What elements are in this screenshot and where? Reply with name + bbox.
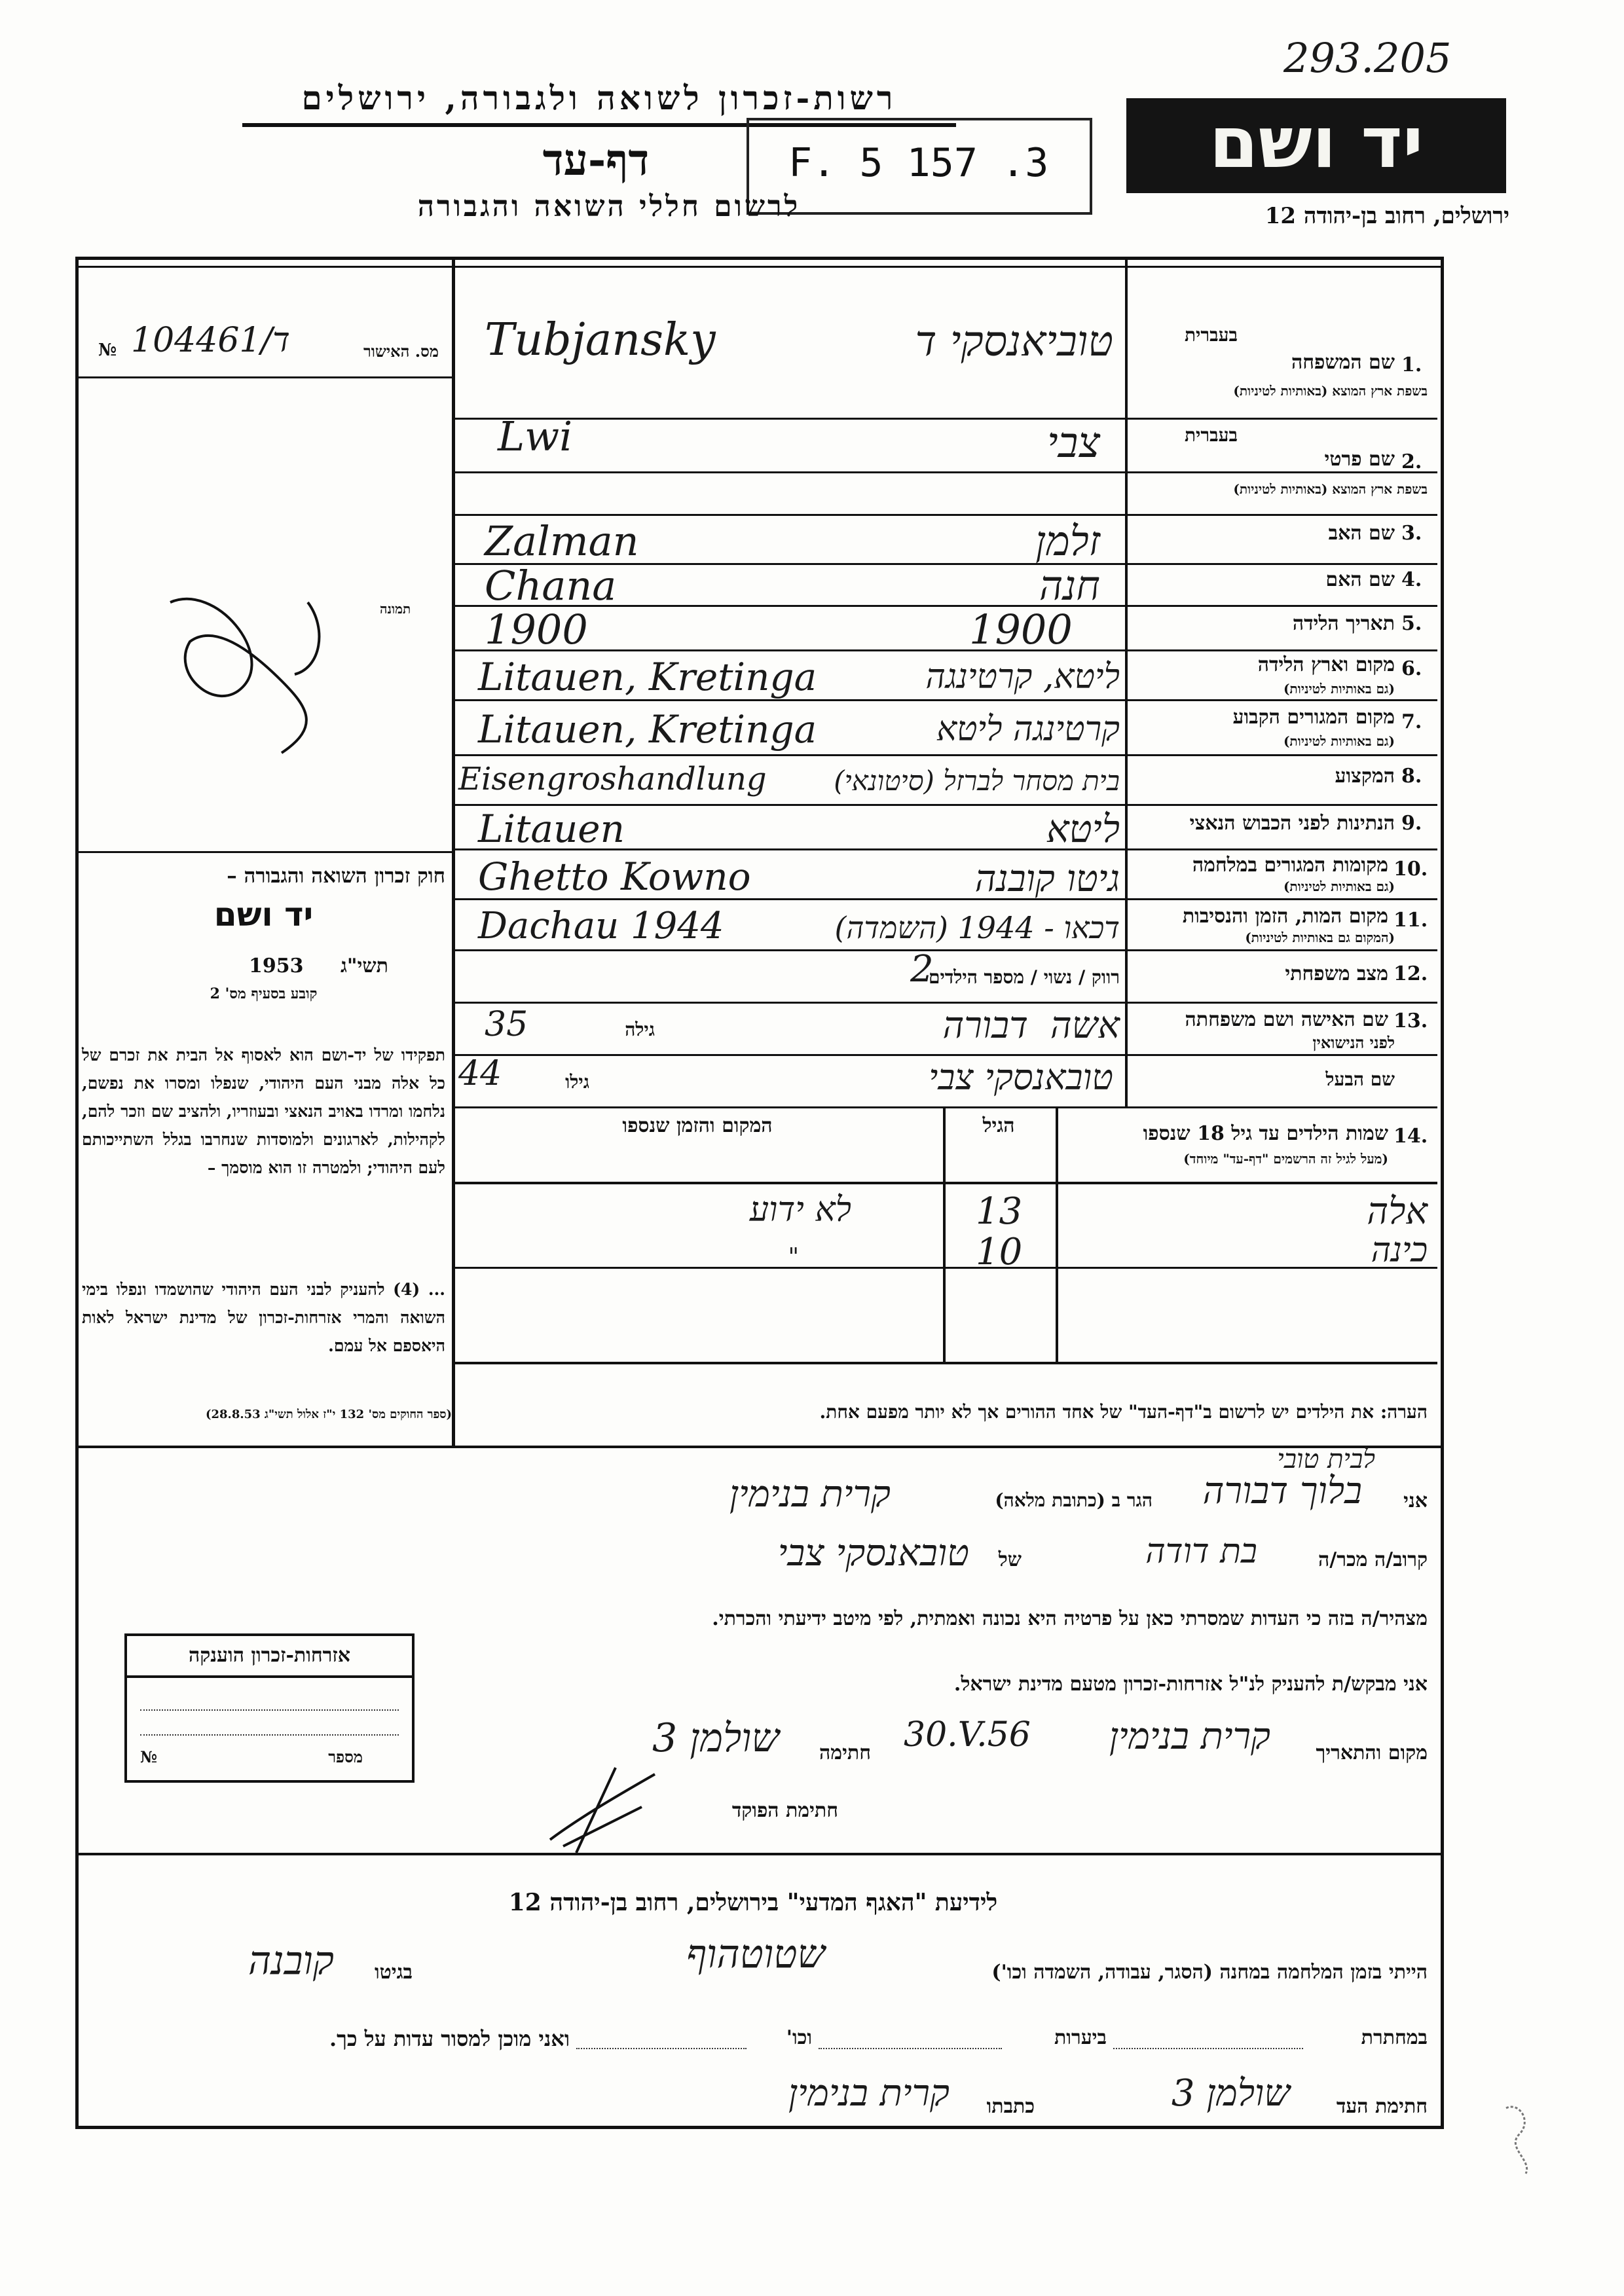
row-line-13: [452, 1054, 1437, 1056]
label-column-divider: [1125, 257, 1128, 1108]
forests-label: ביערות: [1054, 2026, 1107, 2049]
field-1-hebrew: טוביאנסקי ד: [915, 318, 1113, 366]
child-1-name: אלה: [1367, 1190, 1428, 1233]
field-2-latin: Lwi: [498, 412, 573, 460]
row-line-2: [452, 514, 1437, 516]
frame-inner-top: [75, 266, 1441, 268]
field-4-hebrew: חנה: [1039, 562, 1100, 610]
logo-text: יד ושם: [1209, 102, 1424, 184]
relation-label: קרוב/ה מכר/ה: [1318, 1548, 1428, 1571]
field-3-hebrew: זלמן: [1035, 517, 1100, 565]
official-signature-label: חתימת הפוקד: [731, 1799, 838, 1822]
relation-value: בת דודה: [1145, 1532, 1257, 1571]
row-line-5: [452, 649, 1437, 651]
signature-label: חתימה: [819, 1741, 871, 1764]
field-13-label: שם האישה ושם משפחתה: [1185, 1008, 1388, 1031]
bottom-section-line: [75, 1853, 1441, 1855]
field-11-sub: (המקום גם באותיות לטיניות): [1245, 930, 1395, 945]
field-12-children: 2: [910, 948, 934, 991]
field-3-latin: Zalman: [485, 517, 639, 565]
field-6-latin: Litauen, Kretinga: [478, 655, 817, 699]
law-title: חוק זכרון השואה והגבורה –: [227, 864, 445, 888]
children-sub: (מעל לגיל זה הרשמים "דף-עד" מיוחד): [1183, 1151, 1388, 1167]
left-panel-line-2: [75, 851, 452, 853]
photo-label: תמונה: [380, 601, 411, 617]
row-line-2a: [452, 471, 1437, 473]
certificate-line-2: [140, 1734, 399, 1736]
husband-label: שם הבעל: [1325, 1068, 1395, 1090]
field-5-label: תאריך הלידה: [1292, 612, 1395, 635]
wife-age: 35: [485, 1005, 528, 1044]
wife-name: דבורה: [942, 1004, 1028, 1047]
field-3-num: 3.: [1401, 522, 1422, 545]
row-line-6: [452, 699, 1437, 701]
ready-label: ואני מוכן למסור עדות על כך.: [329, 2026, 570, 2051]
resides-label: הגר ב (כתובת מלאה): [995, 1489, 1153, 1511]
etc-line: [576, 2048, 747, 2049]
children-label: שמות הילדים עד גיל 18 שנספו: [1143, 1122, 1388, 1145]
wife-label: אשה: [1050, 1004, 1120, 1047]
place-date-label: מקום והתאריך: [1316, 1741, 1428, 1764]
field-10-num: 10.: [1393, 858, 1428, 881]
children-col-divider-1: [943, 1106, 946, 1362]
certificate-no-label: מספר: [328, 1747, 363, 1766]
child-1-age: 13: [976, 1190, 1023, 1233]
field-14-num: 14.: [1393, 1125, 1428, 1148]
decl-prefix: אני: [1403, 1489, 1428, 1512]
field-1-sub: בשפת ארץ המוצא (באותיות לטיניות): [1233, 383, 1428, 399]
field-11-num: 11.: [1393, 909, 1428, 932]
archive-stamp-text: F. 5 157 .3: [788, 140, 1049, 186]
field-12-label: מצב משפחתי: [1285, 962, 1388, 985]
authority-title: רשות-זכרון לשואה ולגבורה, ירושלים: [301, 79, 897, 117]
field-1-num: 1.: [1401, 354, 1422, 376]
husband-age-label: גילו: [565, 1071, 589, 1093]
field-4-label: שם האם: [1325, 568, 1395, 591]
field-12-num: 12.: [1393, 962, 1428, 985]
left-column-divider: [452, 257, 455, 1448]
law-year: 1953: [249, 955, 304, 977]
declarant-signature: שולמן 3: [652, 1715, 779, 1761]
archive-number: 293.205: [1283, 34, 1452, 82]
field-10-hebrew: גיטו קובנה: [974, 858, 1120, 900]
field-4-num: 4.: [1401, 568, 1422, 591]
field-1-latin: Tubjansky: [485, 314, 716, 366]
form-subtitle: לרשום חללי השואה והגבורה: [417, 190, 801, 223]
field-10-latin: Ghetto Kowno: [478, 854, 751, 899]
yad-vashem-logo: [1126, 98, 1506, 193]
field-9-hebrew: ליטא: [1046, 807, 1120, 851]
field-5-latin: 1900: [485, 606, 588, 653]
place-value: קרית בנימין: [1109, 1715, 1270, 1758]
children-bottom-line: [452, 1362, 1437, 1364]
field-9-label: הנתינות לפני הכבוש הנאצי: [1189, 812, 1395, 835]
field-6-sub: (גם באותיות לטיניות): [1283, 681, 1395, 697]
scan-mark: [1500, 2095, 1552, 2180]
child-2-age: 10: [976, 1231, 1023, 1273]
row-line-12: [452, 1002, 1437, 1004]
child-2-name: כינה: [1371, 1231, 1428, 1270]
field-8-num: 8.: [1401, 765, 1422, 788]
approval-no-label: מס. האישור: [363, 342, 439, 361]
witness-address-label: כתבתו: [986, 2095, 1035, 2118]
field-9-num: 9.: [1401, 812, 1422, 835]
photo-area-scribble: [111, 576, 373, 773]
field-6-num: 6.: [1401, 657, 1422, 680]
forests-line: [819, 2048, 1002, 2049]
row-line-7: [452, 754, 1437, 756]
field-11-latin: Dachau 1944: [478, 905, 724, 947]
law-name: יד ושם: [213, 896, 314, 934]
field-7-sub: (גם באותיות לטיניות): [1283, 733, 1395, 749]
field-8-hebrew: בית מסחר לברזל (סיטונאי): [834, 765, 1120, 797]
children-col-divider-2: [1056, 1106, 1058, 1362]
ghetto-value: קובנה: [248, 1938, 334, 1984]
approval-no-value: 104461/ד: [131, 321, 290, 360]
field-2-hint: בעברית: [1184, 424, 1238, 446]
field-9-latin: Litauen: [478, 807, 625, 851]
declarant-name: בלוך דבורה: [1202, 1470, 1362, 1512]
child-1-place: לא ידוע: [749, 1190, 851, 1230]
official-signature: [537, 1761, 668, 1859]
children-header-line: [452, 1182, 1437, 1184]
camp-value: שטוטהוף: [686, 1931, 825, 1977]
field-10-sub: (גם באותיות לטיניות): [1283, 879, 1395, 894]
field-2-sub: בשפת ארץ המוצא (באותיות לטיניות): [1233, 481, 1428, 497]
law-section: קובע בסעיף מס' 2: [210, 985, 318, 1002]
certificate-divider: [127, 1675, 412, 1678]
field-5-num: 5.: [1401, 612, 1422, 635]
field-13-sub: לפני הנישואין: [1312, 1033, 1395, 1052]
field-1-hint: בעברית: [1184, 324, 1238, 346]
note: הערה: את הילדים יש לרשום ב"דף-העד" של אחד ההורים אך לא יותר מפעם אחת.: [819, 1401, 1428, 1423]
declaration-request: אני מבקש/ת להעניק לנ"ל אזרחות-זכרון מטעם מדינת ישראל.: [953, 1673, 1428, 1696]
declarant-extra: לבית טובי: [1277, 1444, 1375, 1474]
field-13-num: 13.: [1393, 1010, 1428, 1032]
field-7-hebrew: קרטינגה ליטא: [936, 710, 1120, 749]
declarant-address: קרית בנימין: [729, 1473, 891, 1516]
field-7-label: מקום המגורים הקבוע: [1232, 706, 1395, 729]
field-8-label: המקצוע: [1335, 765, 1395, 788]
row-line-8: [452, 804, 1437, 806]
certificate-box: [124, 1633, 415, 1783]
left-panel-line-1: [75, 376, 452, 378]
approval-no-symbol: №: [98, 340, 117, 360]
field-11-label: מקום המות, הזמן והנסיבות: [1182, 905, 1388, 928]
etc-label: וכו': [786, 2026, 812, 2049]
bottom-title: לידיעת "האגף המדעי" בירושלים, רחוב בן-יהודה 12: [508, 1889, 998, 1916]
date-value: 30.V.56: [904, 1715, 1031, 1755]
header-address: ירושלים, רחוב בן-יהודה 12: [1264, 203, 1509, 229]
underground-line: [1113, 2048, 1303, 2049]
of-label: של: [998, 1548, 1022, 1571]
ghetto-label: בגיטו: [374, 1961, 413, 1984]
witness-signature: שולמן 3: [1171, 2072, 1290, 2115]
underground-label: במחתרת: [1361, 2026, 1428, 2049]
field-3-label: שם האב: [1328, 522, 1395, 545]
law-reference: (ספר החוקים מס' 132 י"ז אלול תשי"ג 28.8.53): [205, 1408, 452, 1421]
law-text-2: ... (4) להעניק לבני העם היהודי שהושמדו ונפלו בימי השואה והמרי אזרחות-זכרון של מדינת ישראל לאות היאספם אל עמם.: [82, 1280, 445, 1355]
wife-age-label: גילה: [625, 1019, 655, 1040]
certificate-no-symbol: №: [140, 1747, 158, 1766]
field-12-options: רווק / נשוי / מספר הילדים: [928, 966, 1120, 988]
field-6-label: מקום וארץ הלידה: [1257, 653, 1395, 676]
field-7-latin: Litauen, Kretinga: [478, 707, 817, 752]
certificate-title: אזרחות-זכרון הוענקה: [188, 1644, 351, 1667]
children-col-age: הגיל: [982, 1114, 1015, 1137]
children-col-place: המקום והזמן שנספו: [622, 1114, 773, 1137]
field-4-latin: Chana: [485, 562, 617, 610]
law-year-heb: תשי"ג: [341, 955, 388, 977]
field-5-hebrew: 1900: [969, 606, 1073, 653]
field-10-label: מקומות המגורים במלחמה: [1192, 854, 1388, 877]
field-2-hebrew: צבי: [1046, 419, 1100, 467]
declaration-statement: מצהיר/ה בזה כי העדות שמסרתי כאן על פרטיה היא נכונה ואמתית, לפי מיטב ידיעתי והכרתי.: [712, 1607, 1428, 1630]
witness-sig-label: חתימת העד: [1336, 2095, 1428, 2118]
field-1-label: שם המשפחה: [1291, 351, 1395, 374]
child-2-place: ": [788, 1244, 799, 1271]
field-2-num: 2.: [1401, 450, 1422, 473]
husband-name: טובאנסקי צבי: [929, 1057, 1113, 1098]
certificate-line-1: [140, 1709, 399, 1711]
law-text-1: תפקידו של יד-ושם הוא לאסוף אל הבית את זכרם של כל אלה מבני העם היהודי, שנפלו ומסרו את נפשם, נלחמו ומרדו באויב הנאצי ובעוזריו, ולהציב שם וזכר להם, לקהילות, לארגונים ולמוסדות שנחרבו בגלל השתייכותם לעם היהודי; ולמטרה זו הוא מוסמך –: [82, 1046, 445, 1177]
field-8-latin: Eisengroshandlung: [458, 761, 767, 797]
field-11-hebrew: דכאו - 1944 (השמדה): [834, 910, 1120, 945]
row-line-11: [452, 949, 1437, 951]
of-name: טובאנסקי צבי: [777, 1532, 969, 1575]
camp-label: הייתי בזמן המלחמה במחנה (הסגר, עבודה, השמדה וכו'): [991, 1961, 1428, 1984]
husband-age: 44: [458, 1054, 502, 1093]
field-7-num: 7.: [1401, 710, 1422, 733]
form-title: דף-עד: [542, 134, 650, 185]
field-2-label: שם פרטי: [1324, 448, 1395, 471]
field-6-hebrew: ליטא, קרטינגה: [925, 657, 1120, 697]
witness-address: קרית בנימין: [788, 2072, 950, 2115]
